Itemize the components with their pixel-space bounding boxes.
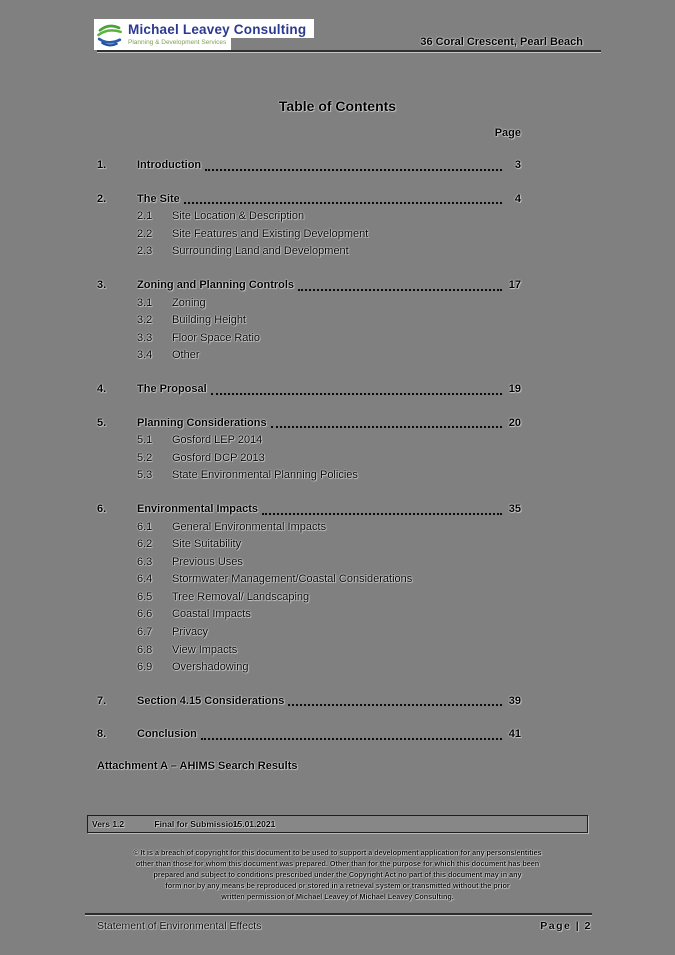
toc-entry [97,191,521,209]
toc-list [97,157,521,776]
toc-sub-entry [97,659,521,677]
toc-sub-number: 6.1 [137,520,153,533]
toc-sub-entry [97,624,521,642]
toc-sub-entry [97,467,521,485]
toc-entry-title: Environmental Impacts [137,502,259,515]
toc-entry-page: 17 [508,278,521,291]
toc-entry-title: Conclusion [137,728,197,741]
toc-entry-number: 1. [97,159,107,171]
toc-sub-number: 2.3 [137,245,153,258]
dot-leader [211,393,502,395]
toc-sub-title: Site Features and Existing Development [172,227,369,240]
disclaimer-line: prepared and subject to conditions prescribed under the Copyright Act no part of this document may in any [153,870,522,879]
version-date: 15.01.2021 [232,819,276,829]
toc-sub-entry [97,536,521,554]
toc-sub-entry [97,432,521,450]
header-address: 36 Coral Crescent, Pearl Beach [420,36,583,48]
toc-sub-title: Other [172,349,200,362]
company-logo [94,19,314,50]
toc-sub-title: Privacy [172,626,209,639]
toc-sub-number: 5.2 [137,451,153,464]
toc-sub-number: 6.5 [137,590,153,603]
toc-sub-number: 3.4 [137,349,153,362]
toc-entry-number: 6. [97,502,107,515]
toc-sub-title: Building Height [172,314,246,327]
toc-sub-title: Stormwater Management/Coastal Considerations [172,573,413,586]
toc-entry [97,381,521,399]
toc-sub-entry [97,347,521,365]
toc-entry-title: The Proposal [137,382,207,395]
logo-brand-name: Michael Leavey Consulting [125,19,314,38]
version-number: Vers 1.2 [92,819,125,829]
dot-leader [262,513,502,515]
logo-tagline: Planning & Development Services [125,38,231,50]
header-divider [97,50,601,52]
toc-entry-number: 5. [97,416,107,429]
toc-entry-title: The Site [137,192,180,205]
toc-sub-number: 6.4 [137,573,153,586]
toc-sub-number: 6.8 [137,643,153,656]
toc-sub-number: 6.9 [137,661,153,674]
toc-sub-number: 2.1 [137,210,153,223]
toc-entry-number: 3. [97,278,107,291]
toc-sub-entry [97,606,521,624]
toc-entry [97,277,521,295]
toc-sub-entry [97,208,521,226]
toc-sub-title: View Impacts [172,643,238,656]
toc-entry-number: 2. [97,192,107,205]
toc-sub-number: 3.3 [137,331,153,344]
toc-sub-entry [97,312,521,330]
toc-entry-page: 41 [508,728,521,741]
toc-entry-title: Zoning and Planning Controls [137,278,295,291]
footer-divider [85,913,592,915]
dot-leader [201,738,502,740]
toc-entry-title: Section 4.15 Considerations [137,694,285,707]
toc-sub-number: 2.2 [137,227,153,240]
dot-leader [298,289,502,291]
disclaimer-line: written permission of Michael Leavey of Michael Leavey Consulting. [221,892,454,901]
version-box [87,815,588,833]
toc-sub-entry [97,642,521,660]
toc-entry [97,415,521,433]
toc-sub-title: General Environmental Impacts [172,520,327,533]
toc-sub-number: 6.2 [137,538,153,551]
toc-entry [97,693,521,711]
toc-entry-page: 35 [508,502,521,515]
toc-sub-entry [97,589,521,607]
toc-sub-number: 6.6 [137,608,153,621]
toc-sub-title: Floor Space Ratio [172,331,261,344]
toc-sub-number: 5.1 [137,434,153,447]
toc-sub-title: Site Suitability [172,538,242,551]
toc-sub-title: Coastal Impacts [172,608,251,621]
dot-leader [205,169,502,171]
toc-entry-page: 3 [514,159,521,171]
toc-sub-title: Surrounding Land and Development [172,245,349,258]
toc-entry-page: 19 [508,382,521,395]
disclaimer-line: other than those for whom this document was prepared. Other than for the purpose for which this document has been [135,859,540,868]
toc-sub-number: 3.1 [137,296,153,309]
toc-sub-entry [97,330,521,348]
globe-swoosh-icon [94,19,125,50]
toc-sub-title: Tree Removal/ Landscaping [172,590,310,603]
dot-leader [271,426,502,428]
toc-sub-number: 5.3 [137,469,153,482]
attachment-note: Attachment A – AHIMS Search Results [97,760,298,773]
toc-sub-entry [97,226,521,244]
toc-entry-number: 4. [97,382,107,395]
toc-entry-page: 39 [508,694,521,707]
toc-sub-entry [97,571,521,589]
toc-entry-number: 7. [97,694,107,707]
disclaimer-line: © It is a breach of copyright for this document to be used to support a development application for any persons/entities [133,848,542,857]
toc-entry-title: Planning Considerations [137,416,267,429]
toc-sub-title: Gosford LEP 2014 [172,434,263,447]
toc-sub-entry [97,243,521,261]
toc-entry-title: Introduction [137,159,202,171]
toc-entry [97,157,521,175]
toc-page-column-label: Page [494,127,521,139]
dot-leader [288,704,502,706]
toc-sub-title: Overshadowing [172,661,249,674]
toc-sub-title: Site Location & Description [172,210,305,223]
toc-entry [97,501,521,519]
toc-sub-entry [97,554,521,572]
toc-sub-entry [97,295,521,313]
toc-sub-number: 6.3 [137,555,153,568]
toc-sub-title: Zoning [172,296,206,309]
dot-leader [184,202,502,204]
toc-sub-title: State Environmental Planning Policies [172,469,358,482]
toc-entry-number: 8. [97,728,107,741]
toc-sub-number: 6.7 [137,626,153,639]
toc-entry-page: 4 [514,192,521,205]
page-title: Table of Contents [278,98,397,114]
footer-page-indicator: Page | 2 [540,920,592,932]
toc-sub-title: Gosford DCP 2013 [172,451,265,464]
toc-sub-number: 3.2 [137,314,153,327]
toc-entry-page: 20 [508,416,521,429]
footer-document-title: Statement of Environmental Effects [97,920,262,932]
disclaimer-line: form nor by any means be reproduced or stored in a retrieval system or transmitted without the prior [165,881,510,890]
version-status: Final for Submission [154,819,239,829]
copyright-disclaimer [87,847,588,902]
toc-sub-entry [97,450,521,468]
toc-sub-entry [97,519,521,537]
toc-entry [97,726,521,744]
toc-sub-title: Previous Uses [172,555,243,568]
